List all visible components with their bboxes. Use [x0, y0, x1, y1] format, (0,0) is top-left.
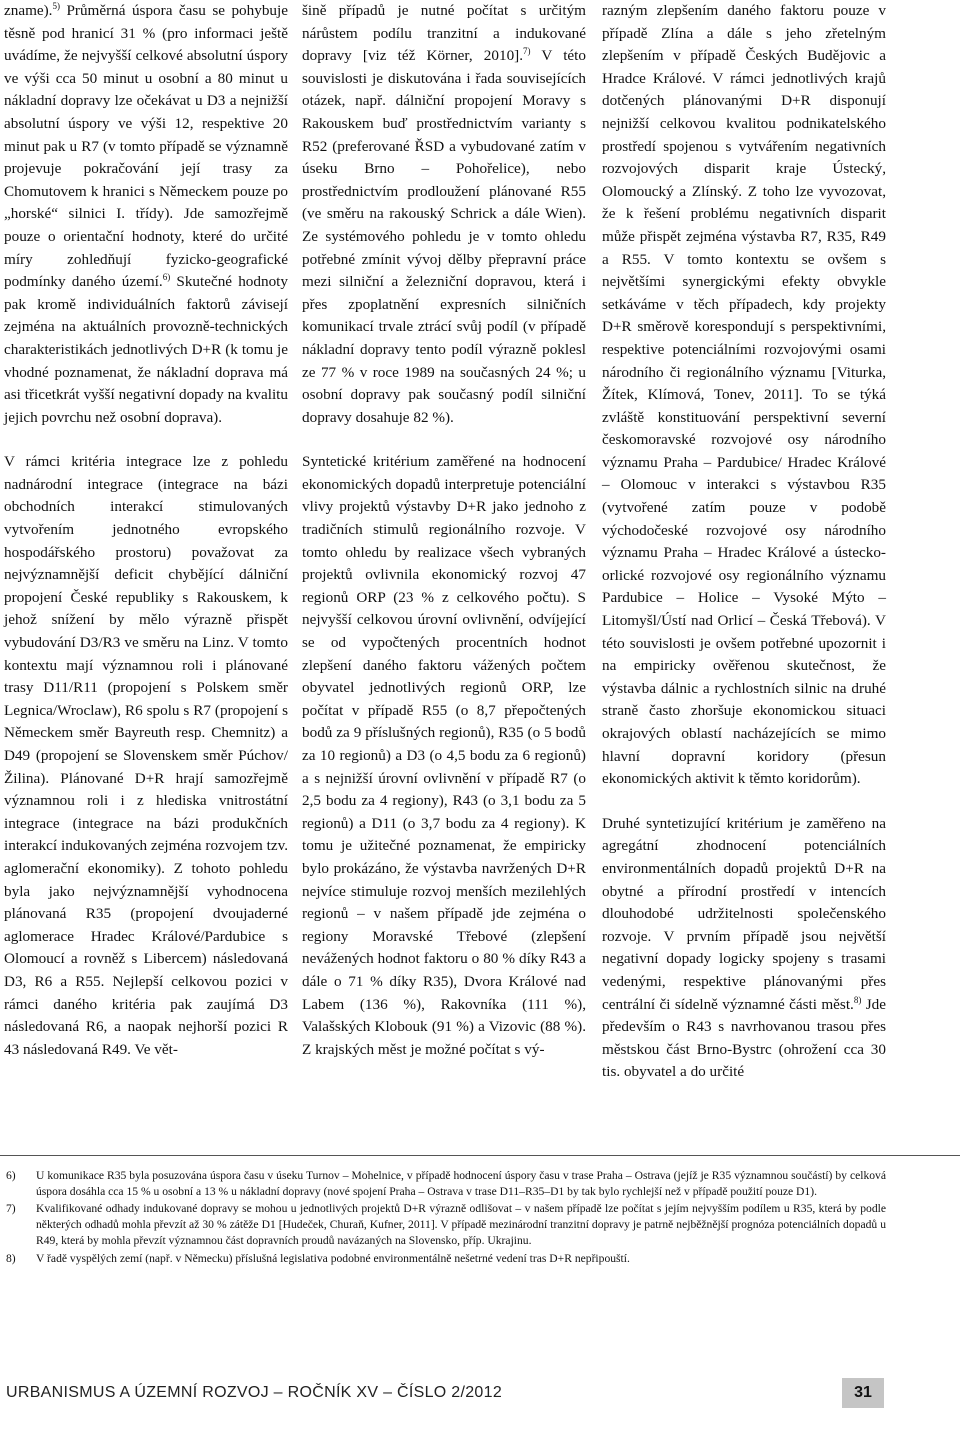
- footnote-text: Kvalifikované odhady indukované dopravy se mohou u jednotlivých projektů D+R výrazně odlišovat – v našem případě lze počítat s jejím nejvyšším podílem u R35, která by podle některých odhadů mohla převzít až 30 % zátěže D1 [Hudeček, Churaň, Kufner, 2011]. V případě mezinárodní tranzitní dopravy je patrně nejběžnější prognóza potenciálních dopadů u R49, která by mohla převzít významnou část dopravních proudů navázaných na Slovensko, příp. Ukrajinu.: [36, 1202, 886, 1247]
- footnote-number: 7): [6, 1202, 16, 1216]
- text-run: Druhé syntetizující kritérium je zaměřeno na agregátní zhodnocení potenciálních environmentálních dopadů projektů D+R na obytné a přírodní prostředí v intencích dlouhodobé udržitelnosti společenského rozvoje. V prvním případě jsou největší negativní dopady logicky spojeny s trasami vedenými, respektive plánovanými přes centrální či sídelně významné části měst.: [602, 814, 886, 1013]
- text-column-left: [4, 0, 288, 1061]
- footnote-ref-8[interactable]: 8): [853, 994, 862, 1005]
- paragraph: [4, 0, 288, 429]
- footnote-6: [6, 1168, 886, 1199]
- text-run: Skutečné hodnoty pak kromě individuálních faktorů závisejí zejména na aktuálních provozně-technických charakteristikách jednotlivých D+R (k tomu je vhodné poznamenat, že nákladní doprava má asi třicetkrát vyšší negativní dopady na kvalitu jejich povrchu než osobní doprava).: [4, 273, 288, 426]
- text-column-right: [602, 0, 886, 1084]
- journal-title: URBANISMUS A ÚZEMNÍ ROZVOJ – ROČNÍK XV – ČÍSLO 2/2012: [6, 1384, 503, 1401]
- footnote-text: V řadě vyspělých zemí (např. v Německu) příslušná legislativa podobné environmentálně nešetrné vedení tras D+R nepřipouští.: [36, 1251, 630, 1265]
- text-run: zname).: [4, 2, 53, 19]
- text-run: Průměrná úspora času se pohybuje těsně pod hranicí 31 % (pro informaci ještě uvádíme, že nejvyšší celkové absolutní úspory ve výši cca 50 minut u osobní a 80 minut u nákladní dopravy lze očekávat u D3 a nejnižší absolutní úspory ve výši 12, respektive 20 minut pak u R7 (v tomto případě se významně projevuje pokračování její trasy za Chomutovem k hranici s Německem pouze po „horské“ silnici I. třídy). Jde samozřejmě pouze o orientační hodnoty, které do určité míry zohledňují fyzicko-geografické podmínky daného území.: [4, 2, 288, 291]
- paragraph: [302, 0, 586, 429]
- text-run: Jde především o R43 s navrhovanou trasou přes městskou část Brno-Bystrc (ohrožení cca 30 tis. obyvatel a do určité: [602, 995, 886, 1081]
- footnote-ref-6[interactable]: 6): [162, 272, 171, 283]
- paragraph: V rámci kritéria integrace lze z pohledu nadnárodní integrace (integrace na bázi obchodních interakcí stimulovaných vytvořením jednotného evropského hospodářského prostoru) považovat za nejvýznamnější deficit chybějící dálniční propojení České republiky s Rakouskem, k jehož snížení by mělo výrazně přispět vybudování D3/R3 ve směru na Linz. V tomto kontextu mají významnou roli i plánované trasy D11/R11 (propojení s Polskem směr Legnica/Wroclaw), R6 spolu s R7 (propojení s Německem směr Bayreuth resp. Chemnitz) a D49 (propojení se Slovenskem směr Púchov/Žilina). Plánované D+R hrají samozřejmě významnou roli i z hlediska vnitrostátní integrace (integrace na bázi produkčních interakcí indukovaných zejména rozvojem tzv. aglomerační ekonomiky). Z tohoto pohledu byla jako nejvýznamnější vyhodnocena plánovaná R35 (propojení dvoujaderné aglomerace Hradec Králové/Pardubice s Olomoucí a rovněž s Libercem) následovaná D3, R6 a R55. Nejlepší celkovou pozici v rámci daného kritéria pak zaujímá D3 následovaná R6, a naopak nejhorší pozici R 43 následovaná R49. Ve vět-: [4, 453, 288, 1058]
- page-number: 31: [842, 1378, 884, 1408]
- text-column-middle: [302, 0, 586, 1061]
- footnote-ref-7[interactable]: 7): [523, 46, 531, 57]
- paragraph: Syntetické kritérium zaměřené na hodnocení ekonomických dopadů interpretuje potenciální vlivy projektů výstavby D+R jako jednoho z tradičních stimulů regionálního rozvoje. V tomto ohledu by realizace všech vybraných projektů ovlivnila ekonomický rozvoj 47 regionů ORP (23 % z celkového počtu). S nejvyšší celkovou úrovní ovlivnění, odvíjející se od vypočtených procentních hodnot zlepšení daného faktoru vážených počtem obyvatel jednotlivých regionů ORP, lze počítat v případě R55 (o 8,7 přepočtených bodů za 9 příslušných regionů), R35 (o 5 bodů za 10 regionů) a D3 (o 4,5 bodu za 6 regionů) a s nejnižší úrovní ovlivnění v případě R7 (o 2,5 bodu za 4 regiony), R43 (o 3,1 bodu za 5 regionů) a D11 (o 3,7 bodu za 4 regiony). K tomu je užitečné poznamenat, že empiricky bylo prokázáno, že výstavba navržených D+R nejvíce stimuluje rozvoj menších mezilehlých regionů – v našem případě jde zejména o regiony Moravské Třebové (zlepšení nevážených hodnot faktoru o 80 % díky R43 a dále o 71 % díky R35), Dvora Králové nad Labem (136 %), Rakovníka (111 %), Valašských Klobouk (91 %) a Vizovic (88 %). Z krajských měst je možné počítat s vý-: [302, 453, 586, 1058]
- footnote-text: U komunikace R35 byla posuzována úspora času v úseku Turnov – Mohelnice, v případě hodnocení úspory času v trase Praha – Ostrava (jejíž je R35 významnou součástí) by celková úspora dosáhla cca 15 % u osobní a 13 % u nákladní dopravy (nové spojení Praha – Ostrava v trase D11–R35–D1 by tak bylo rychlejší než v případě použití pouze D1).: [36, 1169, 886, 1198]
- footnote-number: 8): [6, 1251, 16, 1265]
- paragraph: razným zlepšením daného faktoru pouze v případě Zlína a dále s jeho zřetelným zlepšením v případě Českých Budějovic a Hradce Králové. V rámci jednotlivých krajů dotčených plánovanými D+R disponují nejnižší celkovou kvalitou podnikatelského prostředí spojenou s vytvářením negativních rozvojových disparit kraje Ústecký, Olomoucký a Zlínský. Z toho lze vyvozovat, že k řešení problému negativních disparit může přispět zejména výstavba R7, R35, R49 a R55. V tomto kontextu se ovšem s největšími synergickými efekty obvykle setkáváme v těch případech, kdy projekty D+R směrově korespondují s perspektivními, respektive potenciálními rozvojovými osami národního či regionálního významu [Viturka, Žítek, Klímová, Tonev, 2011]. To se týká zvláště konstituování perspektivní severní českomoravské rozvojové osy národního významu Praha – Pardubice/ Hradec Králové – Olomouc v interakci s výstavbou R35 (vytvořené zatím pouze v podobě východočeské rozvojové osy národního významu Praha – Hradec Králové a ústecko-orlické rozvojové osy regionálního významu Pardubice – Holice – Vysoké Mýto – Litomyšl/Ústí nad Orlicí – Česká Třebová). V této souvislosti je ovšem potřebné upozornit i na empiricky ověřenou skutečnost, že výstavba dálnic a rychlostních silnic na druhé straně často zhoršuje ekonomickou situaci okrajových oblastí nacházejících se mimo hlavní dopravní koridory (přesun ekonomických aktivit k těmto koridorům).: [602, 2, 886, 788]
- footnote-divider: [0, 1155, 960, 1156]
- text-run: šině případů je nutné počítat s určitým nárůstem podílu tranzitní a indukované dopravy [viz též Körner, 2010].: [302, 2, 586, 65]
- footnotes: [6, 1168, 886, 1268]
- footnote-7: [6, 1201, 886, 1248]
- footnote-number: 6): [6, 1169, 16, 1182]
- footnote-ref-5[interactable]: 5): [52, 1, 60, 11]
- text-run: V této souvislosti je diskutována i řada souvisejících otázek, např. dálniční propojení Moravy s Rakouskem buď prostřednictvím varianty s R52 (preferované ŘSD a vybudované zatím v úseku Brno – Pohořelice), nebo prostřednictvím prodloužení plánované R55 (ve směru na rakouský Schrick a dále Wien). Ze systémového pohledu je v tomto ohledu potřebné zmínit vývoj dělby přepravní práce mezi silniční a železniční dopravou, která i přes zpoplatnění expresních silničních komunikací trvale ztrácí svůj podíl (v případě nákladní dopravy tento podíl výrazně poklesl ze 77 % v roce 1989 na současných 24 %; u osobní dopravy pak současný podíl silniční dopravy dosahuje 82 %).: [302, 47, 586, 426]
- footnote-8: [6, 1251, 886, 1267]
- page-footer: [6, 1378, 884, 1408]
- paragraph: [602, 813, 886, 1084]
